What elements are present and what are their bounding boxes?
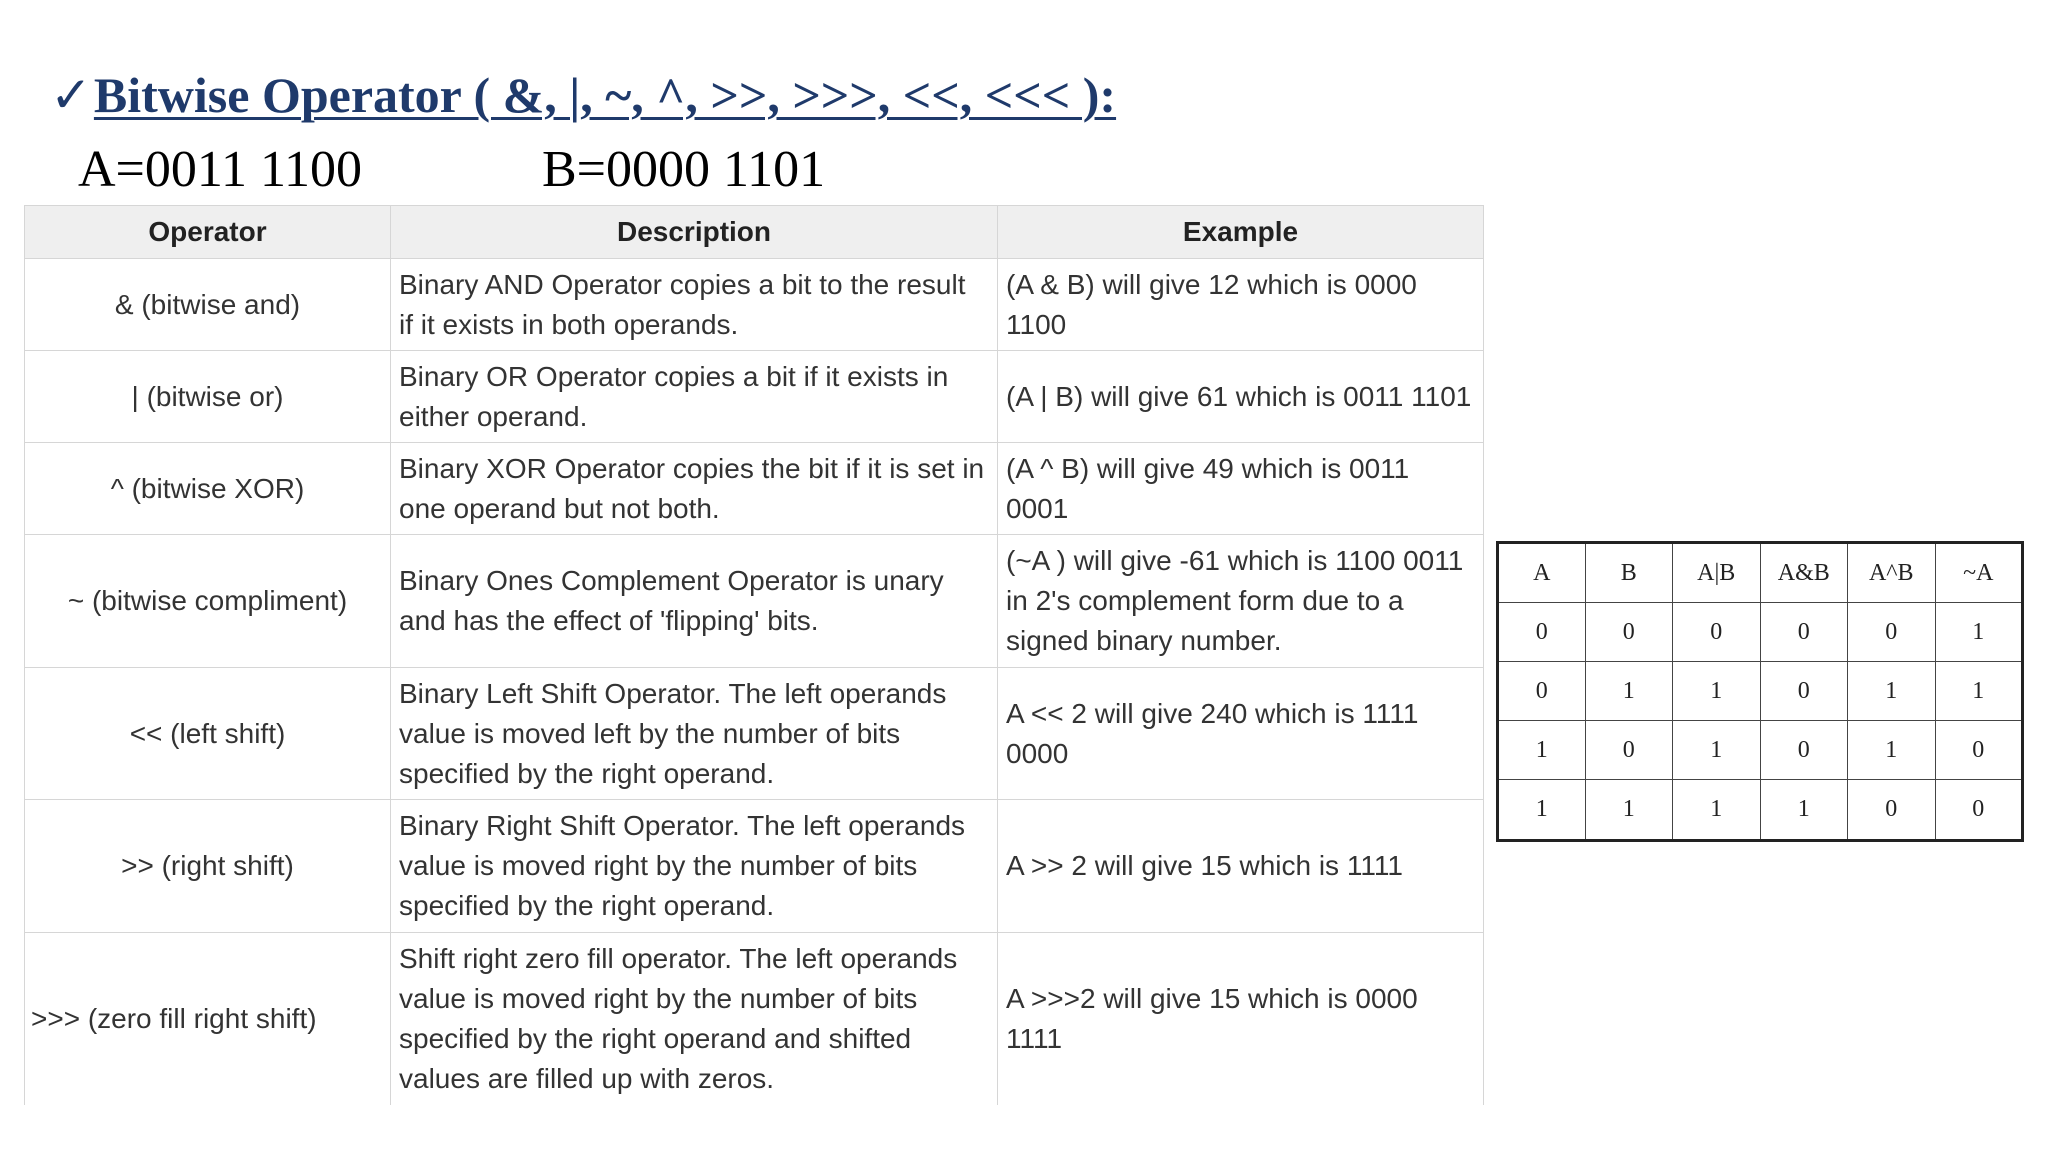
truth-row [1498, 721, 2023, 780]
example-line: A << 2 will give 240 which is 1111 [1006, 697, 1419, 729]
description-line: if it exists in both operands. [399, 308, 739, 340]
checkmark-icon: ✓ [50, 67, 92, 123]
truth-cell: 1 [1585, 662, 1673, 721]
truth-cell: 1 [1498, 780, 1586, 841]
truth-cell: 0 [1585, 603, 1673, 662]
truth-header-xor: A^B [1848, 543, 1936, 603]
example-cell [998, 933, 1484, 1105]
truth-cell: 0 [1498, 662, 1586, 721]
operator-cell: & (bitwise and) [25, 259, 391, 351]
truth-cell: 1 [1673, 662, 1761, 721]
header-operator: Operator [25, 206, 391, 259]
truth-cell: 1 [1760, 780, 1848, 841]
description-line: Binary Ones Complement Operator is unary [399, 565, 944, 596]
operator-cell: | (bitwise or) [25, 351, 391, 443]
truth-cell: 0 [1935, 780, 2023, 841]
example-cell [998, 443, 1484, 535]
example-line: A >>>2 will give 15 which is 0000 [1006, 982, 1418, 1014]
truth-cell: 0 [1760, 603, 1848, 662]
truth-cell: 0 [1760, 721, 1848, 780]
description-line: Binary Right Shift Operator. The left operands [399, 810, 966, 841]
example-line: (A ^ B) will give 49 which is 0011 [1006, 452, 1410, 484]
description-line: either operand. [399, 400, 588, 432]
example-cell [998, 535, 1484, 668]
truth-cell: 1 [1935, 662, 2023, 721]
operators-header-row [25, 206, 1484, 259]
truth-header-not: ~A [1935, 543, 2023, 603]
truth-cell: 1 [1498, 721, 1586, 780]
table-row [25, 351, 1484, 443]
truth-row [1498, 662, 2023, 721]
variable-b: B=0000 1101 [542, 141, 826, 198]
operators-table [24, 205, 1484, 1105]
operator-cell: >>> (zero fill right shift) [25, 933, 391, 1105]
table-row [25, 259, 1484, 351]
description-cell [391, 443, 998, 535]
truth-cell: 0 [1760, 662, 1848, 721]
slide-heading [50, 66, 1116, 124]
truth-cell: 0 [1848, 603, 1936, 662]
example-line: 0001 [1006, 492, 1069, 524]
table-row [25, 535, 1484, 668]
truth-header-or: A|B [1673, 543, 1761, 603]
example-cell [998, 259, 1484, 351]
description-cell [391, 351, 998, 443]
operator-cell: >> (right shift) [25, 800, 391, 933]
truth-cell: 1 [1848, 662, 1936, 721]
example-cell [998, 800, 1484, 933]
truth-header-a: A [1498, 543, 1586, 603]
table-row [25, 668, 1484, 800]
description-line: Binary Left Shift Operator. The left operands [399, 677, 947, 709]
heading-text: Bitwise Operator ( &, |, ~, ^, >>, >>>, <<, <<< ): [93, 67, 1117, 123]
example-line: (A | B) will give 61 which is 0011 1101 [1006, 380, 1472, 412]
description-line: value is moved left by the number of bits [399, 717, 901, 749]
description-line: one operand but not both. [399, 492, 720, 524]
description-line: specified by the right operand and shifted [399, 1022, 912, 1054]
example-cell [998, 351, 1484, 443]
truth-row [1498, 603, 2023, 662]
description-line: value is moved right by the number of bits [399, 982, 918, 1014]
table-row [25, 443, 1484, 535]
header-example: Example [998, 206, 1484, 259]
description-line: Binary XOR Operator copies the bit if it is set in [399, 452, 985, 484]
example-cell [998, 668, 1484, 800]
description-line: specified by the right operand. [399, 890, 775, 921]
description-line: Binary AND Operator copies a bit to the result [399, 268, 966, 300]
example-line: signed binary number. [1006, 625, 1282, 656]
example-line: 1111 [1006, 1022, 1063, 1054]
truth-cell: 1 [1585, 780, 1673, 841]
truth-row [1498, 780, 2023, 841]
description-line: specified by the right operand. [399, 757, 775, 789]
example-line: 1100 [1006, 308, 1067, 340]
description-cell [391, 535, 998, 668]
example-line: (~A ) will give -61 which is 1100 0011 [1006, 545, 1464, 576]
truth-cell: 0 [1498, 603, 1586, 662]
description-line: Binary OR Operator copies a bit if it exists in [399, 360, 949, 392]
description-cell [391, 668, 998, 800]
example-line: in 2's complement form due to a [1006, 585, 1404, 616]
truth-cell: 1 [1673, 721, 1761, 780]
truth-cell: 0 [1673, 603, 1761, 662]
example-line: (A & B) will give 12 which is 0000 [1006, 268, 1417, 300]
example-line: A >> 2 will give 15 which is 1111 [1006, 850, 1403, 881]
header-description: Description [391, 206, 998, 259]
truth-table [1496, 541, 2024, 842]
operator-cell: ~ (bitwise compliment) [25, 535, 391, 668]
truth-cell: 1 [1935, 603, 2023, 662]
table-row [25, 933, 1484, 1105]
table-row [25, 800, 1484, 933]
description-cell [391, 800, 998, 933]
truth-cell: 0 [1848, 780, 1936, 841]
truth-cell: 0 [1585, 721, 1673, 780]
truth-cell: 1 [1673, 780, 1761, 841]
description-cell [391, 933, 998, 1105]
description-line: value is moved right by the number of bits [399, 850, 918, 881]
operator-cell: << (left shift) [25, 668, 391, 800]
description-line: Shift right zero fill operator. The left operands [399, 942, 958, 974]
variable-a: A=0011 1100 [78, 141, 363, 198]
truth-header-row [1498, 543, 2023, 603]
truth-header-b: B [1585, 543, 1673, 603]
truth-cell: 0 [1935, 721, 2023, 780]
description-line: values are filled up with zeros. [399, 1062, 775, 1094]
example-line: 0000 [1006, 737, 1069, 769]
truth-header-and: A&B [1760, 543, 1848, 603]
description-cell [391, 259, 998, 351]
truth-cell: 1 [1848, 721, 1936, 780]
description-line: and has the effect of 'flipping' bits. [399, 605, 819, 636]
operator-cell: ^ (bitwise XOR) [25, 443, 391, 535]
